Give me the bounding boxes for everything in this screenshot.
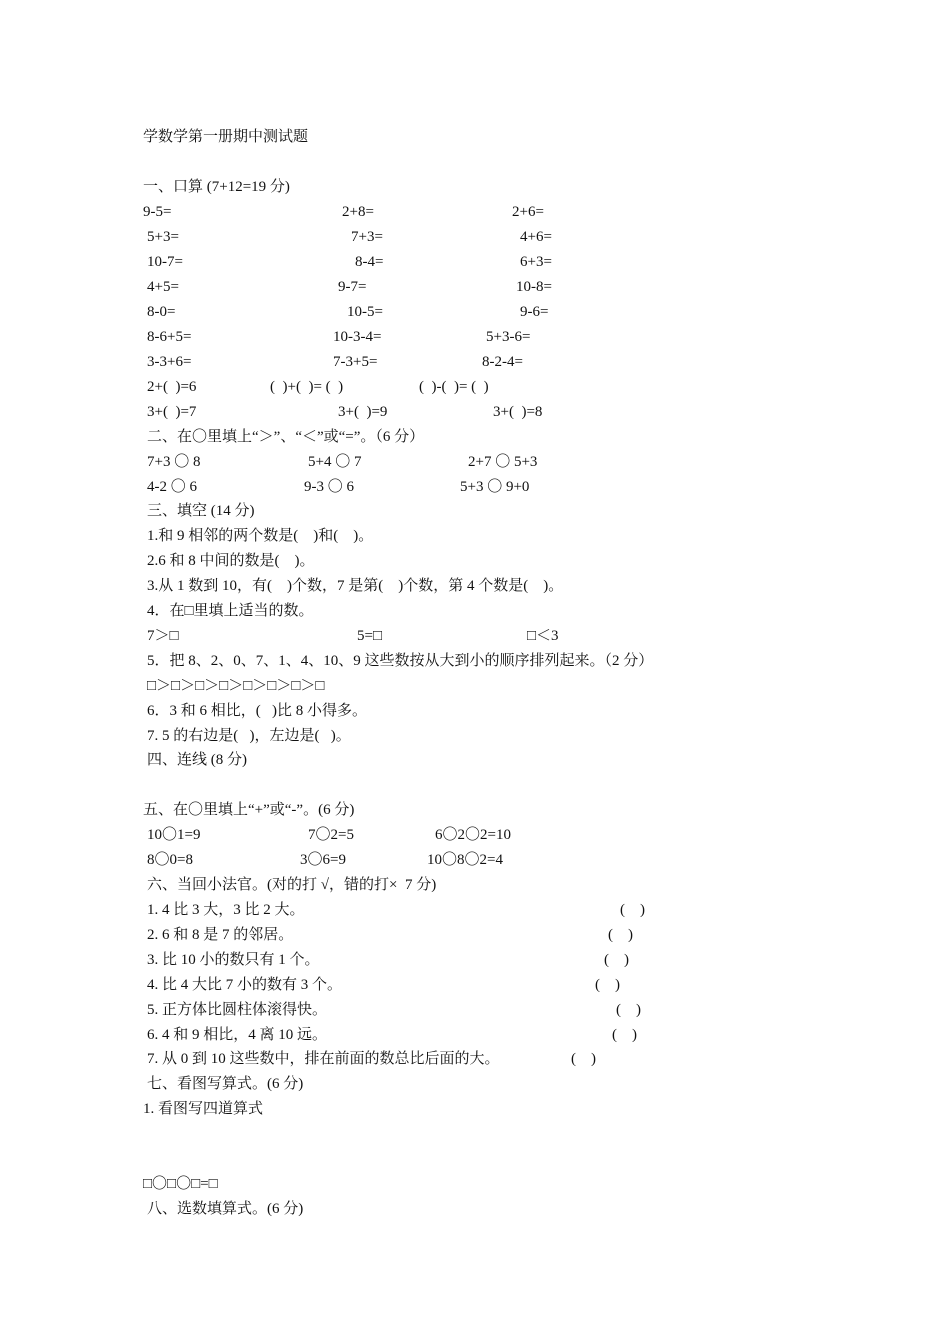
- section-3-heading: 三、填空 (14 分): [147, 503, 255, 519]
- problem: 5=□: [357, 628, 383, 644]
- problem: □＜3: [527, 628, 559, 644]
- question: 5．把 8、2、0、7、1、4、10、9 这些数按从大到小的顺序排列起来。（2 分）: [147, 653, 654, 669]
- problem: 10-7=: [147, 254, 183, 270]
- page-title: 学数学第一册期中测试题: [143, 129, 309, 145]
- problem: 5+3 〇 9+0: [460, 479, 530, 495]
- problem: ( )-( )= ( ): [419, 379, 489, 395]
- problem: 2+( )=6: [147, 379, 197, 395]
- problem: ( )+( )= ( ): [270, 379, 344, 395]
- problem: 10〇1=9: [147, 827, 201, 843]
- problem: 2+7 〇 5+3: [468, 454, 538, 470]
- problem: 9-6=: [520, 304, 549, 320]
- section-5-heading: 五、在〇里填上“+”或“-”。(6 分): [143, 802, 355, 818]
- problem: 2+6=: [512, 204, 544, 220]
- answer-blank: ( ): [616, 1002, 641, 1018]
- problem: 3〇6=9: [300, 852, 346, 868]
- problem: 8-6+5=: [147, 329, 192, 345]
- section-7-heading: 七、看图写算式。(6 分): [147, 1076, 304, 1092]
- problem: 6+3=: [520, 254, 552, 270]
- judgement-item: 4. 比 4 大比 7 小的数有 3 个。: [147, 977, 343, 993]
- problem: 10-8=: [516, 279, 552, 295]
- section-2-heading: 二、在〇里填上“＞”、“＜”或“=”。（6 分）: [147, 429, 425, 445]
- problem: 9-7=: [338, 279, 367, 295]
- problem: 10-5=: [347, 304, 383, 320]
- problem: 2+8=: [342, 204, 374, 220]
- problem: 7+3=: [351, 229, 383, 245]
- problem: 4+5=: [147, 279, 179, 295]
- judgement-item: 3. 比 10 小的数只有 1 个。: [147, 952, 320, 968]
- section-8-heading: 八、选数填算式。(6 分): [147, 1201, 304, 1217]
- problem: 8-4=: [355, 254, 384, 270]
- problem: 9-5=: [143, 204, 172, 220]
- section-1-heading: 一、口算 (7+12=19 分): [143, 179, 290, 195]
- judgement-item: 1. 4 比 3 大，3 比 2 大。: [147, 902, 305, 918]
- formula-template: □〇□〇□=□: [143, 1176, 218, 1192]
- problem: 4-2 〇 6: [147, 479, 197, 495]
- problem: 10〇8〇2=4: [427, 852, 503, 868]
- problem: 7＞□: [147, 628, 179, 644]
- answer-blank: ( ): [604, 952, 629, 968]
- problem: 3+( )=8: [493, 404, 543, 420]
- problem: 3+( )=9: [338, 404, 388, 420]
- problem: 5+3-6=: [486, 329, 531, 345]
- answer-blank: ( ): [620, 902, 645, 918]
- answer-blank: ( ): [612, 1027, 637, 1043]
- problem: 8-2-4=: [482, 354, 523, 370]
- ordering-boxes: □＞□＞□＞□＞□＞□＞□＞□: [147, 678, 325, 694]
- problem: 5+3=: [147, 229, 179, 245]
- judgement-item: 5. 正方体比圆柱体滚得快。: [147, 1002, 328, 1018]
- question: 7. 5 的右边是( )，左边是( )。: [147, 728, 351, 744]
- problem: 9-3 〇 6: [304, 479, 354, 495]
- problem: 6〇2〇2=10: [435, 827, 511, 843]
- judgement-item: 2. 6 和 8 是 7 的邻居。: [147, 927, 294, 943]
- answer-blank: ( ): [595, 977, 620, 993]
- answer-blank: ( ): [608, 927, 633, 943]
- judgement-item: 7. 从 0 到 10 这些数中，排在前面的数总比后面的大。: [147, 1051, 500, 1067]
- judgement-item: 6. 4 和 9 相比，4 离 10 远。: [147, 1027, 328, 1043]
- problem: 5+4 〇 7: [308, 454, 362, 470]
- problem: 4+6=: [520, 229, 552, 245]
- question: 1.和 9 相邻的两个数是( )和( )。: [147, 528, 374, 544]
- problem: 7-3+5=: [333, 354, 378, 370]
- answer-blank: ( ): [571, 1051, 596, 1067]
- question: 2.6 和 8 中间的数是( )。: [147, 553, 315, 569]
- problem: 7+3 〇 8: [147, 454, 201, 470]
- problem: 8〇0=8: [147, 852, 193, 868]
- problem: 8-0=: [147, 304, 176, 320]
- section-4-heading: 四、连线 (8 分): [147, 752, 247, 768]
- problem: 10-3-4=: [333, 329, 382, 345]
- problem: 3-3+6=: [147, 354, 192, 370]
- question: 1. 看图写四道算式: [143, 1101, 264, 1117]
- question: 6．3 和 6 相比，( )比 8 小得多。: [147, 703, 367, 719]
- section-6-heading: 六、当回小法官。(对的打 √，错的打× 7 分): [147, 877, 437, 893]
- question: 4．在□里填上适当的数。: [147, 603, 314, 619]
- problem: 7〇2=5: [308, 827, 354, 843]
- problem: 3+( )=7: [147, 404, 197, 420]
- question: 3.从 1 数到 10，有( )个数，7 是第( )个数，第 4 个数是( )。: [147, 578, 564, 594]
